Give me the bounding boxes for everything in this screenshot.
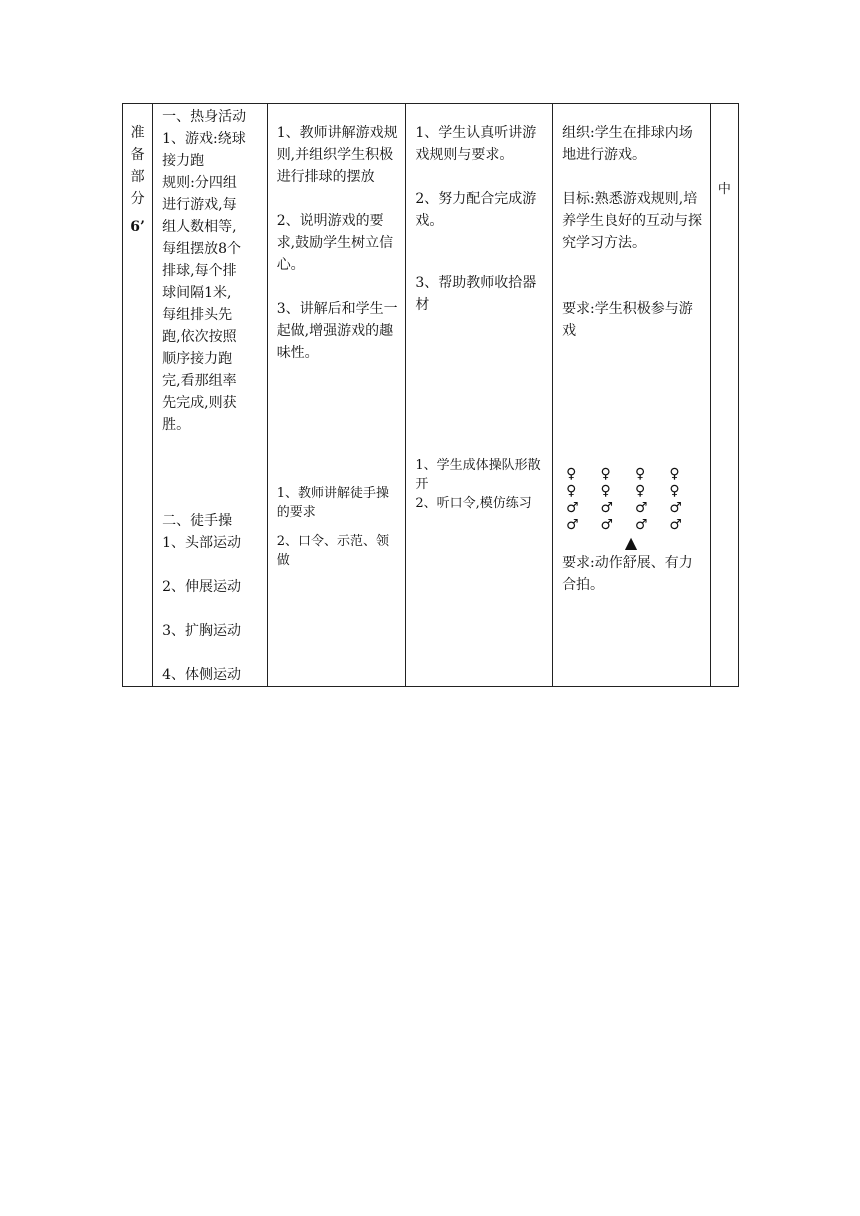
section-cell: [123, 104, 153, 687]
formation-row: [562, 466, 704, 483]
formation-row: [562, 483, 704, 500]
organization-cell: [553, 104, 711, 687]
content-line: 每组排头先: [162, 307, 233, 323]
content-line: 一、热身活动: [162, 109, 247, 125]
teacher-item: 2、说明游戏的要求,鼓励学生树立信心。: [276, 213, 394, 273]
content-cell: [153, 104, 268, 687]
formation-row: [562, 517, 704, 534]
male-symbol-icon: ♂: [669, 500, 682, 516]
teacher-triangle-icon: ▲: [624, 533, 638, 552]
teacher-item: 1、教师讲解游戏规则,并组织学生积极进行排球的摆放: [276, 125, 398, 185]
student-item: 2、听口令,模仿练习: [415, 496, 532, 511]
section-title-char: 部: [130, 169, 145, 185]
content-line: [162, 598, 261, 620]
female-symbol-icon: ♀: [566, 466, 577, 482]
female-symbol-icon: ♀: [669, 466, 680, 482]
teacher-item: 2、口令、示范、领做: [276, 534, 389, 568]
student-item: 2、努力配合完成游戏。: [415, 191, 537, 229]
female-symbol-icon: ♀: [600, 466, 611, 482]
male-symbol-icon: ♂: [566, 500, 579, 516]
student-item: 1、学生成体操队形散开: [415, 458, 541, 492]
female-symbol-icon: ♀: [600, 483, 611, 499]
teacher-item: 3、讲解后和学生一起做,增强游戏的趣味性。: [276, 301, 398, 361]
content-line: 组人数相等,: [162, 219, 237, 235]
content-line: 接力跑: [162, 153, 205, 169]
content-line: 4、体侧运动: [162, 667, 242, 683]
requirement-text: 要求:动作舒展、有力合拍。: [562, 555, 693, 593]
female-symbol-icon: ♀: [634, 466, 646, 482]
content-line: [162, 642, 261, 664]
student-activity-cell: [406, 104, 553, 687]
female-symbol-icon: ♀: [566, 483, 577, 499]
section-time: 6’: [130, 219, 145, 235]
content-line: 1、头部运动: [162, 535, 242, 551]
male-symbol-icon: ♂: [634, 517, 648, 533]
content-line: 排球,每个排: [162, 263, 237, 279]
content-line: 规则:分四组: [162, 175, 237, 191]
formation-diagram: [562, 466, 704, 552]
organize-text: 组织:学生在排球内场地进行游戏。: [562, 125, 693, 163]
student-item: 1、学生认真听讲游戏规则与要求。: [415, 125, 537, 163]
intensity-label: 中: [717, 182, 731, 197]
male-symbol-icon: ♂: [669, 517, 682, 533]
intensity-cell: [710, 104, 738, 687]
content-line: 1、游戏:绕球: [162, 131, 246, 147]
teacher-item: 1、教师讲解徒手操的要求: [276, 486, 389, 520]
content-line: 2、伸展运动: [162, 579, 242, 595]
requirement-text: 要求:学生积极参与游戏: [562, 301, 693, 339]
female-symbol-icon: ♀: [669, 483, 680, 499]
male-symbol-icon: ♂: [600, 517, 614, 533]
content-line: [162, 554, 261, 576]
content-line: 顺序接力跑: [162, 351, 233, 367]
formation-row: [562, 500, 704, 517]
male-symbol-icon: ♂: [566, 517, 579, 533]
content-line: 完,看那组率: [162, 373, 237, 389]
content-line: 3、扩胸运动: [162, 623, 242, 639]
content-line: 胜。: [162, 417, 191, 433]
content-line: 球间隔1米,: [162, 285, 232, 301]
goal-text: 目标:熟悉游戏规则,培养学生良好的互动与探究学习方法。: [562, 191, 703, 251]
student-item: 3、帮助教师收拾器材: [415, 275, 537, 313]
female-symbol-icon: ♀: [634, 483, 646, 499]
content-line: 每组摆放8个: [162, 241, 242, 257]
section-title: [123, 104, 152, 238]
male-symbol-icon: ♂: [634, 500, 648, 516]
male-symbol-icon: ♂: [600, 500, 614, 516]
content-line: 二、徒手操: [162, 513, 233, 529]
lesson-plan-table: [122, 103, 739, 687]
content-line: 跑,依次按照: [162, 329, 237, 345]
content-line: 先完成,则获: [162, 395, 237, 411]
content-line: 进行游戏,每: [162, 197, 237, 213]
section-title-char: 准: [130, 125, 145, 141]
teacher-activity-cell: [267, 104, 406, 687]
table-row: [123, 104, 739, 687]
section-title-char: 备: [130, 147, 145, 163]
section-title-char: 分: [130, 191, 145, 207]
